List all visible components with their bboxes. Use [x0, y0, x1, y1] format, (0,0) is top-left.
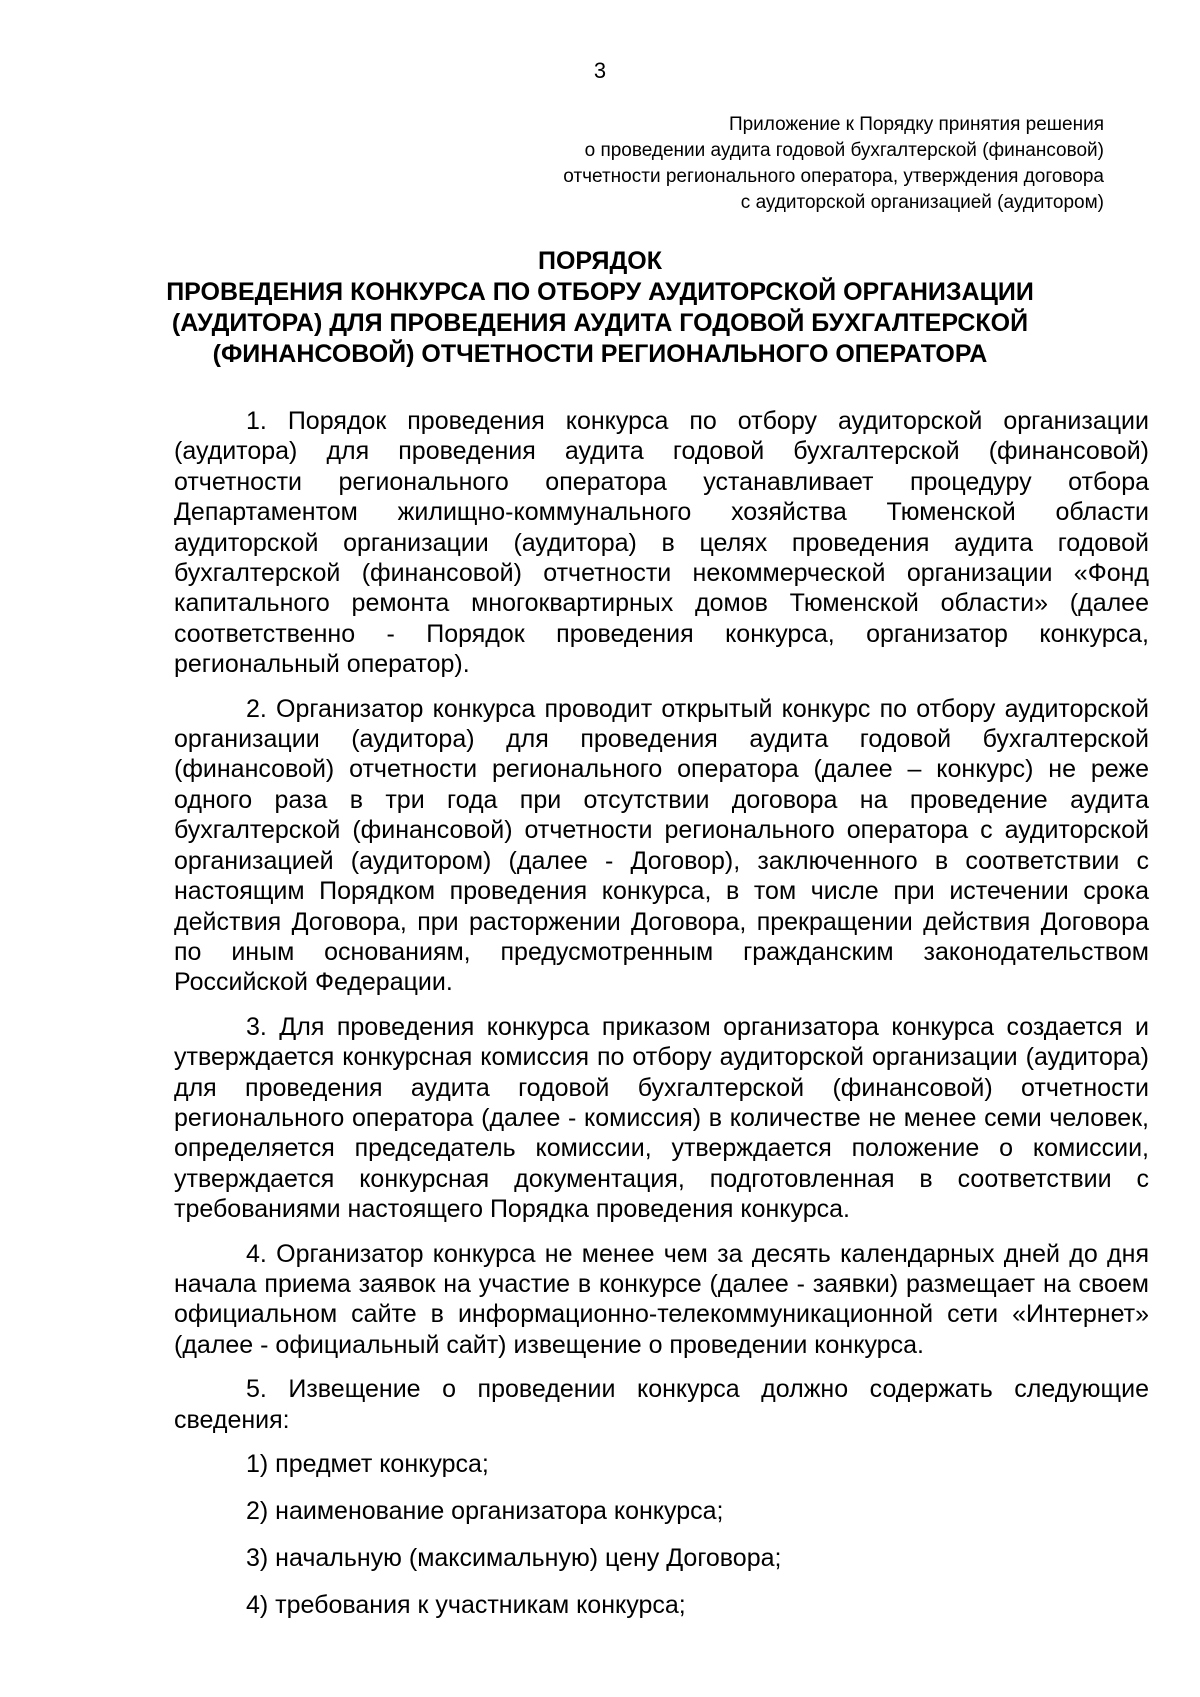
paragraph: 2. Организатор конкурса проводит открытый конкурс по отбору аудиторской организации (аудитора) для проведения аудита годовой бухгалтерской (финансовой) отчетности регионального оператора (далее – конкурс) не реже одного раза в три года при отсутствии договора на проведение аудита бухгалтерской (финансовой) отчетности регионального оператора с аудиторской организацией (аудитором) (далее - Договор), заключенного в соответствии с настоящим Порядком проведения конкурса, в том числе при истечении срока действия Договора, при расторжении Договора, прекращении действия Договора по иным основаниям, предусмотренным гражданским законодательством Российской Федерации. [174, 694, 1149, 997]
paragraph: 5. Извещение о проведении конкурса должно содержать следующие сведения: [174, 1375, 1149, 1434]
title-line: ПОРЯДОК [538, 247, 662, 275]
title-line: (ФИНАНСОВОЙ) ОТЧЕТНОСТИ РЕГИОНАЛЬНОГО ОПЕРАТОРА [212, 340, 988, 368]
appendix-line: Приложение к Порядку принятия решения [728, 114, 1104, 135]
appendix-line: о проведении аудита годовой бухгалтерской (финансовой) [584, 140, 1104, 161]
title-line: (АУДИТОРА) ДЛЯ ПРОВЕДЕНИЯ АУДИТА ГОДОВОЙ БУХГАЛТЕРСКОЙ [171, 309, 1029, 337]
paragraph: 1. Порядок проведения конкурса по отбору аудиторской организации (аудитора) для проведения аудита годовой бухгалтерской (финансовой) отчетности регионального оператора устанавливает процедуру отбора Департаментом жилищно-коммунального хозяйства Тюменской области аудиторской организации (аудитора) в целях проведения аудита годовой бухгалтерской (финансовой) отчетности некоммерческой организации «Фонд капитального ремонта многоквартирных домов Тюменской области» (далее соответственно - Порядок проведения конкурса, организатор конкурса, региональный оператор). [174, 407, 1149, 679]
list-item: 1) предмет конкурса; [246, 1450, 489, 1478]
page-number: 3 [593, 58, 607, 83]
document-body [174, 406, 1149, 1637]
appendix-note [404, 112, 1104, 216]
list-item: 4) требования к участникам конкурса; [246, 1591, 686, 1619]
paragraph: 3. Для проведения конкурса приказом организатора конкурса создается и утверждается конкурсная комиссия по отбору аудиторской организации (аудитора) для проведения аудита годовой бухгалтерской (финансовой) отчетности регионального оператора (далее - комиссия) в количестве не менее семи человек, определяется председатель комиссии, утверждается положение о комиссии, утверждается конкурсная документация, подготовленная в соответствии с требованиями настоящего Порядка проведения конкурса. [174, 1012, 1149, 1224]
appendix-line: с аудиторской организацией (аудитором) [740, 192, 1104, 213]
paragraph: 4. Организатор конкурса не менее чем за десять календарных дней до дня начала приема заявок на участие в конкурсе (далее - заявки) размещает на своем официальном сайте в информационно-телекоммуникационной сети «Интернет» (далее - официальный сайт) извещение о проведении конкурса. [174, 1239, 1149, 1359]
title-line: ПРОВЕДЕНИЯ КОНКУРСА ПО ОТБОРУ АУДИТОРСКОЙ ОРГАНИЗАЦИИ [166, 278, 1034, 306]
list-item: 2) наименование организатора конкурса; [246, 1497, 724, 1525]
appendix-line: отчетности регионального оператора, утверждения договора [563, 166, 1104, 187]
list-item: 3) начальную (максимальную) цену Договора; [246, 1544, 782, 1572]
document-title [0, 246, 1200, 370]
